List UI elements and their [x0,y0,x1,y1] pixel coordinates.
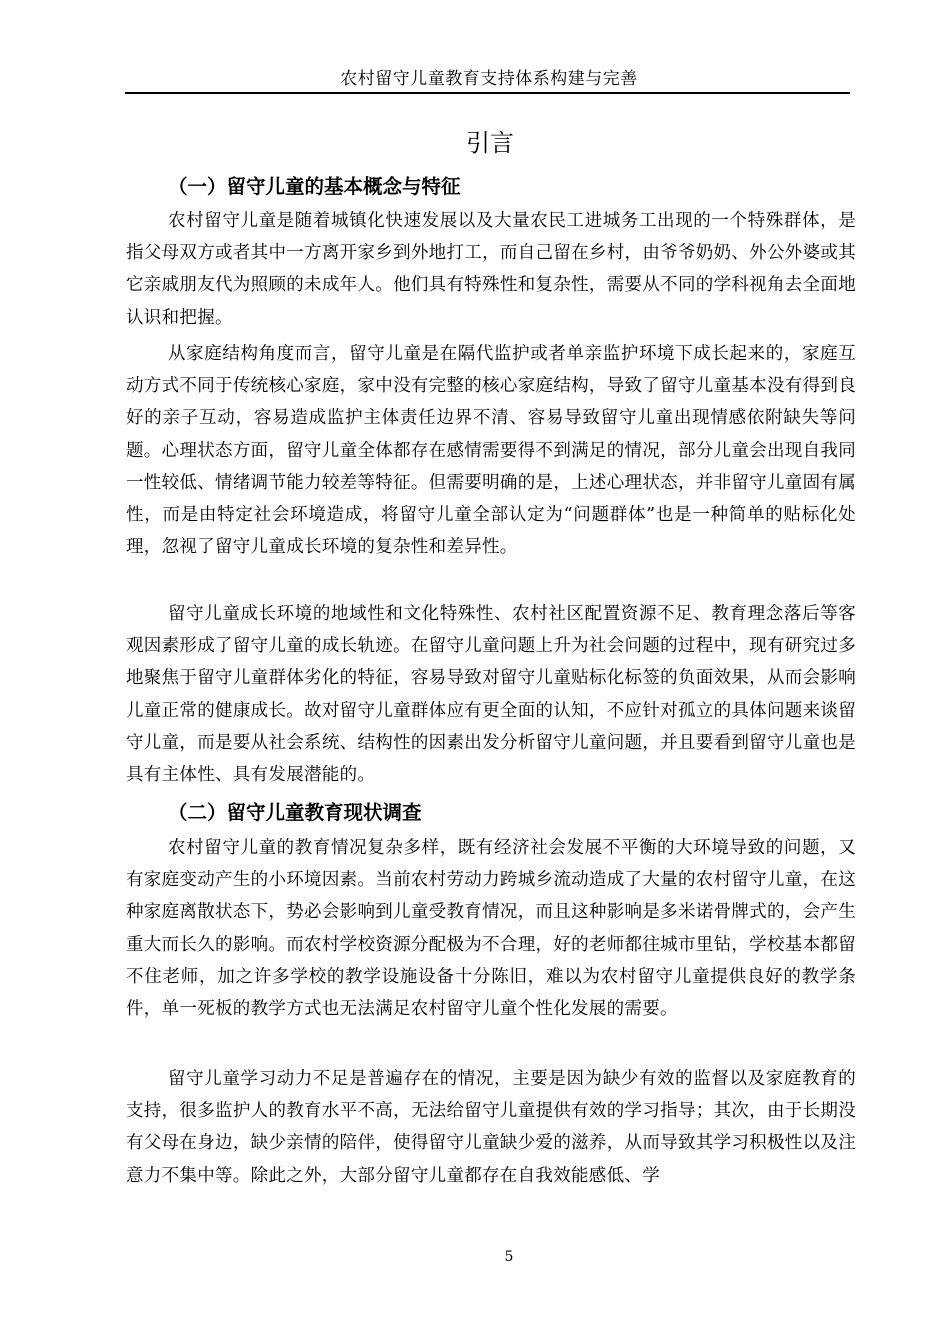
page-heading: 引言 [466,129,514,157]
paragraph-2: 从家庭结构角度而言，留守儿童是在隔代监护或者单亲监护环境下成长起来的，家庭互动方式不同于传统核心家庭，家中没有完整的核心家庭结构，导致了留守儿童基本没有得到良好的亲子互动，容易造成监护主体责任边界不清、容易导致留守儿童出现情感依附缺失等问题。心理状态方面，留守儿童全体都存在感情需要得不到满足的情况，部分儿童会出现自我同一性较低、情绪调节能力较差等特征。但需要明确的是，上述心理状态，并非留守儿童固有属性，而是由特定社会环境造成，将留守儿童全部认定为“问题群体”也是一种简单的贴标化处理，忽视了留守儿童成长环境的复杂性和差异性。 [126,344,856,558]
page-number: 5 [504,1249,514,1265]
running-header-title: 农村留守儿童教育支持体系构建与完善 [340,69,638,89]
paragraph-3: 留守儿童成长环境的地域性和文化特殊性、农村社区配置资源不足、教育理念落后等客观因素形成了留守儿童的成长轨迹。在留守儿童问题上升为社会问题的过程中，现有研究过多地聚焦于留守儿童群体劣化的特征，容易导致对留守儿童贴标化标签的负面效果，从而会影响儿童正常的健康成长。故对留守儿童群体应有更全面的认知，不应针对孤立的具体问题来谈留守儿童，而是要从社会系统、结构性的因素出发分析留守儿童问题，并且要看到留守儿童也是具有主体性、具有发展潜能的。 [126,604,856,786]
paragraph-4: 农村留守儿童的教育情况复杂多样，既有经济社会发展不平衡的大环境导致的问题，又有家庭变动产生的小环境因素。当前农村劳动力跨城乡流动造成了大量的农村留守儿童，在这种家庭离散状态下，势必会影响到儿童受教育情况，而且这种影响是多米诺骨牌式的，会产生重大而长久的影响。而农村学校资源分配极为不合理，好的老师都往城市里钻，学校基本都留不住老师，加之许多学校的教学设施设备十分陈旧，难以为农村留守儿童提供良好的教学条件，单一死板的教学方式也无法满足农村留守儿童个性化发展的需要。 [126,838,856,1020]
header-rule [125,92,850,94]
paragraph-5: 留守儿童学习动力不足是普遍存在的情况，主要是因为缺少有效的监督以及家庭教育的支持，很多监护人的教育水平不高，无法给留守儿童提供有效的学习指导；其次，由于长期没有父母在身边，缺少亲情的陪伴，使得留守儿童缺少爱的滋养，从而导致其学习积极性以及注意力不集中等。除此之外，大部分留守儿童都存在自我效能感低、学 [126,1069,856,1186]
section-heading-1: （一）留守儿童的基本概念与特征 [168,175,461,198]
paragraph-1: 农村留守儿童是随着城镇化快速发展以及大量农民工进城务工出现的一个特殊群体，是指父母双方或者其中一方离开家乡到外地打工，而自己留在乡村，由爷爷奶奶、外公外婆或其它亲戚朋友代为照顾的未成年人。他们具有特殊性和复杂性，需要从不同的学科视角去全面地认识和把握。 [126,211,856,328]
section-heading-2: （二）留守儿童教育现状调查 [168,801,422,824]
